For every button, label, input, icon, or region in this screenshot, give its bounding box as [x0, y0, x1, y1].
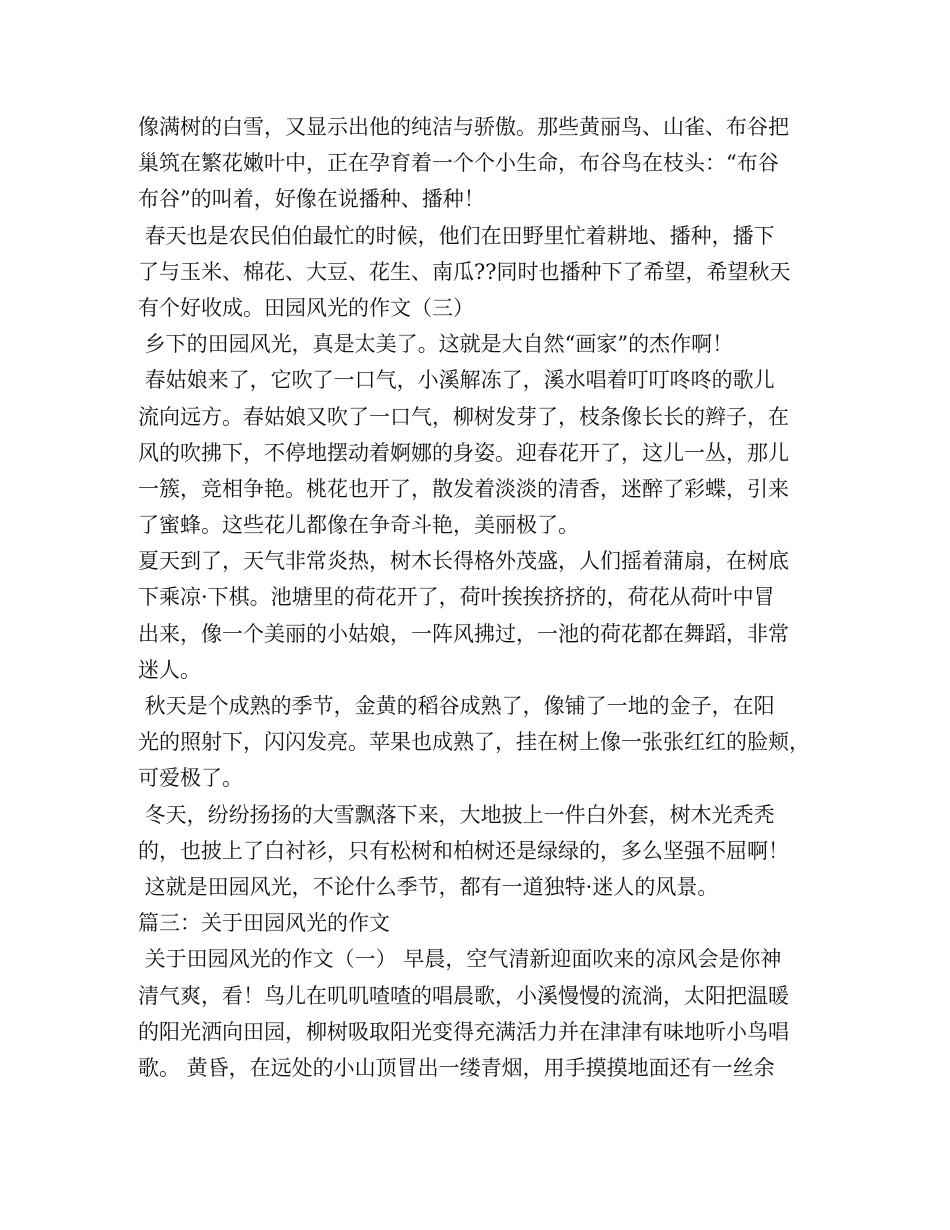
- text-line: 下乘凉·下棋。池塘里的荷花开了，荷叶挨挨挤挤的，荷花从荷叶中冒: [138, 585, 775, 610]
- text-line: 歌。 黄昏，在远处的小山顶冒出一缕青烟，用手摸摸地面还有一丝余: [138, 1055, 775, 1080]
- text-line: 迷人。: [138, 657, 201, 682]
- text-line: 春姑娘来了，它吹了一口气，小溪解冻了，溪水唱着叮叮咚咚的歌儿: [138, 368, 775, 393]
- text-line: 了蜜蜂。这些花儿都像在争奇斗艳，美丽极了。: [138, 513, 579, 538]
- text-line: 布谷”的叫着，好像在说播种、播种！: [138, 187, 485, 212]
- text-line: 像满树的白雪，又显示出他的纯洁与骄傲。那些黄丽鸟、山雀、布谷把: [138, 115, 789, 139]
- text-line: 清气爽，看！鸟儿在叽叽喳喳的唱晨歌，小溪慢慢的流淌，太阳把温暖: [138, 983, 789, 1008]
- text-line: 光的照射下，闪闪发亮。苹果也成熟了，挂在树上像一张张红红的脸颊，: [138, 730, 810, 755]
- text-line: 这就是田园风光，不论什么季节，都有一道独特·迷人的风景。: [138, 874, 719, 899]
- text-line: 风的吹拂下，不停地摆动着婀娜的身姿。迎春花开了，这儿一丛，那儿: [138, 440, 789, 465]
- text-line: 流向远方。春姑娘又吹了一口气，柳树发芽了，枝条像长长的辫子，在: [138, 404, 789, 429]
- text-line: 巢筑在繁花嫩叶中，正在孕育着一个个小生命，布谷鸟在枝头：“布谷: [138, 151, 779, 176]
- text-line: 一簇，竞相争艳。桃花也开了，散发着淡淡的清香，迷醉了彩蝶，引来: [138, 476, 789, 501]
- text-line: 冬天，纷纷扬扬的大雪飘落下来，大地披上一件白外套，树木光秃秃: [138, 802, 775, 827]
- text-line: 的，也披上了白衬衫，只有松树和柏树还是绿绿的，多么坚强不屈啊！: [138, 838, 789, 863]
- body-text: [138, 109, 818, 1086]
- text-line: 关于田园风光的作文（一） 早晨，空气清新迎面吹来的凉风会是你神: [138, 947, 782, 972]
- text-line: 了与玉米、棉花、大豆、花生、南瓜??同时也播种下了希望，希望秋天: [138, 259, 791, 284]
- text-line: 春天也是农民伯伯最忙的时候，他们在田野里忙着耕地、播种，播下: [138, 223, 775, 248]
- text-line: 夏天到了，天气非常炎热，树木长得格外茂盛，人们摇着蒲扇，在树底: [138, 549, 789, 574]
- section-heading: 篇三：关于田园风光的作文: [138, 911, 390, 936]
- text-line: 的阳光洒向田园，柳树吸取阳光变得充满活力并在津津有味地听小鸟唱: [138, 1019, 789, 1044]
- text-line: 乡下的田园风光，真是太美了。这就是大自然“画家”的杰作啊！: [138, 332, 734, 357]
- text-line: 出来，像一个美丽的小姑娘，一阵风拂过，一池的荷花都在舞蹈，非常: [138, 621, 789, 646]
- text-line: 有个好收成。田园风光的作文（三）: [138, 295, 474, 320]
- text-line: 可爱极了。: [138, 766, 243, 791]
- text-line: 秋天是个成熟的季节，金黄的稻谷成熟了，像铺了一地的金子，在阳: [138, 694, 775, 718]
